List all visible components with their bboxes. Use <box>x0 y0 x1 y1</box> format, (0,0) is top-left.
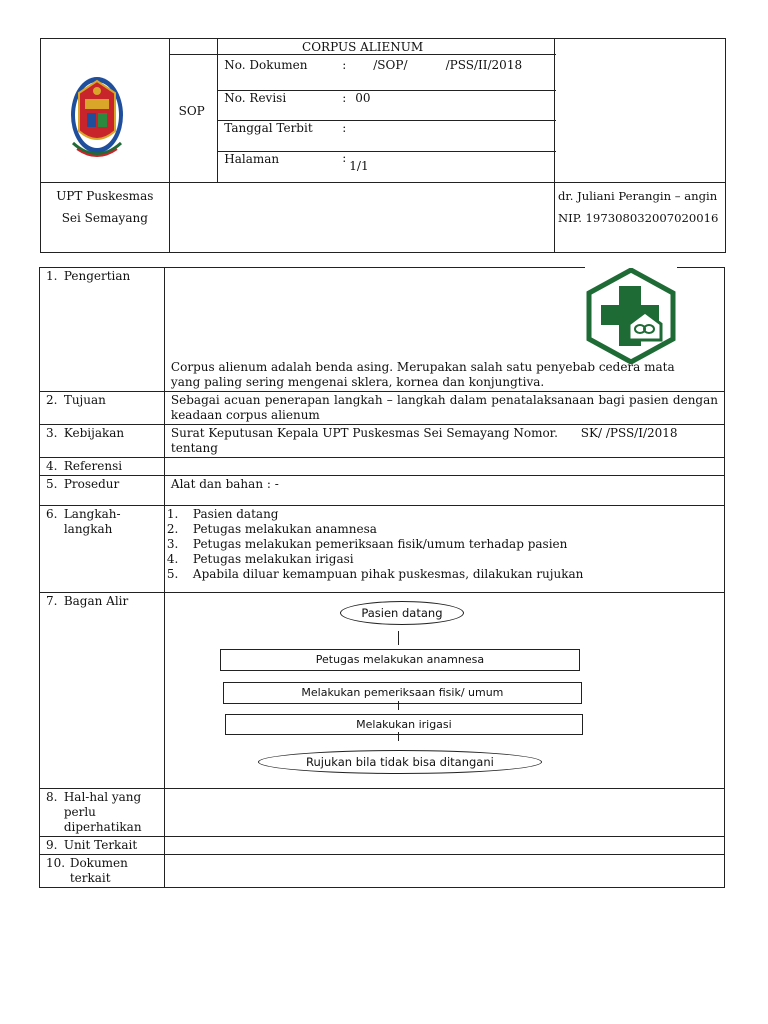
row-prosedur-label: 5. Prosedur <box>40 476 165 506</box>
flow-node-pemeriksaan: Melakukan pemeriksaan fisik/ umum <box>223 682 582 704</box>
middle-blank <box>169 183 554 253</box>
flow-connector <box>398 701 399 710</box>
kebijakan-text: Surat Keputusan Kepala UPT Puskesmas Sei Semayang Nomor. SK/ /PSS/I/2018 tentang <box>164 425 724 458</box>
flow-node-end: Rujukan bila tidak bisa ditangani <box>258 750 542 774</box>
list-item: 4. Petugas melakukan irigasi <box>166 552 354 566</box>
hal-content <box>164 789 724 837</box>
flow-node-start: Pasien datang <box>340 601 464 625</box>
row-langkah-label: 6. Langkah- langkah <box>40 506 165 593</box>
tujuan-text: Sebagai acuan penerapan langkah – langkah dalam penatalaksanaan bagi pasien dengan keadaan corpus alienum <box>164 392 724 425</box>
list-item: 1. Pasien datang <box>166 507 279 521</box>
doc-title: CORPUS ALIENUM <box>170 39 556 55</box>
signer-name: dr. Juliani Perangin – angin <box>558 189 718 203</box>
row-tujuan-label: 2. Tujuan <box>40 392 165 425</box>
flow-connector <box>398 631 399 645</box>
row-pengertian-label: 1. Pengertian <box>40 268 165 392</box>
flow-connector <box>398 732 399 741</box>
regency-seal-icon <box>67 73 127 165</box>
flowchart <box>164 593 724 789</box>
flow-node-anamnesa: Petugas melakukan anamnesa <box>220 649 580 671</box>
field-row-dokumen: No. Dokumen : /SOP/ /PSS/II/2018 <box>218 54 556 91</box>
unit-content <box>164 837 724 855</box>
list-item: 3. Petugas melakukan pemeriksaan fisik/umum terhadap pasien <box>166 537 568 551</box>
row-bagan-label: 7. Bagan Alir <box>40 593 165 789</box>
row-kebijakan-label: 3. Kebijakan <box>40 425 165 458</box>
field-row-halaman: Halaman : 1/1 <box>224 151 369 173</box>
row-referensi-label: 4. Referensi <box>40 458 165 476</box>
blank-cell <box>555 39 726 183</box>
seal-cell <box>41 39 170 183</box>
signer-nip: NIP. 197308032007020016 <box>558 211 719 225</box>
list-item: 2. Petugas melakukan anamnesa <box>166 522 377 536</box>
puskesmas-logo-icon <box>585 268 677 364</box>
langkah-list <box>164 506 724 593</box>
flow-node-irigasi: Melakukan irigasi <box>225 714 583 735</box>
dokumen-content <box>164 855 724 888</box>
fields-cell <box>218 39 555 183</box>
org-line1: UPT Puskesmas <box>56 189 154 203</box>
field-row-revisi: No. Revisi : 00 <box>218 91 556 121</box>
row-unit-label: 9. Unit Terkait <box>40 837 165 855</box>
prosedur-text: Alat dan bahan : - <box>164 476 724 506</box>
org-cell <box>41 183 170 253</box>
referensi-content <box>164 458 724 476</box>
list-item: 5. Apabila diluar kemampuan pihak puskesmas, dilakukan rujukan <box>166 567 584 581</box>
sop-table <box>39 267 725 888</box>
sop-label: SOP <box>178 104 205 118</box>
field-row-tanggal: Tanggal Terbit : <box>218 121 556 152</box>
org-line2: Sei Semayang <box>61 211 148 225</box>
signer-cell <box>555 183 726 253</box>
row-pengertian-content <box>164 268 724 392</box>
header-table <box>40 38 726 253</box>
row-hal-label: 8. Hal-hal yang perlu diperhatikan <box>40 789 165 837</box>
pengertian-text: Corpus alienum adalah benda asing. Merupakan salah satu penyebab cedera mata yang paling sering mengenai sklera, kornea dan konjungtiva. <box>170 360 675 389</box>
row-dokumen-label: 10. Dokumen terkait <box>40 855 165 888</box>
